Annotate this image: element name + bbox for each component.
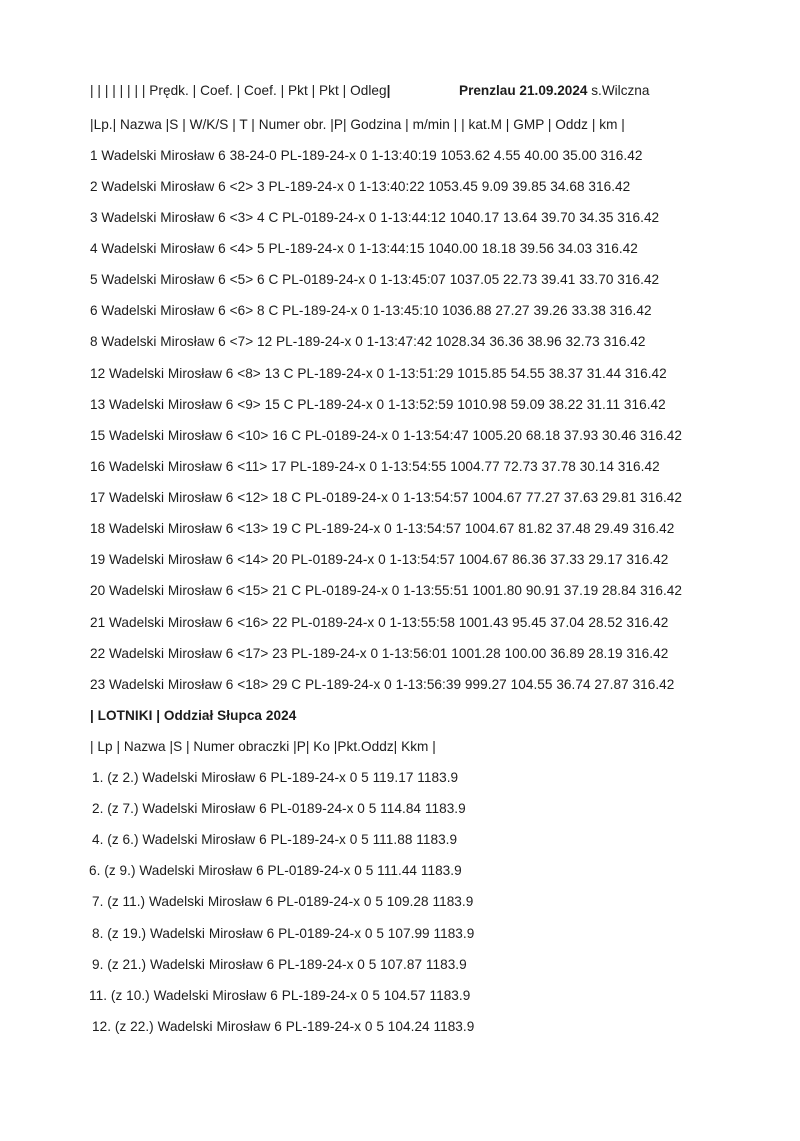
result-row: 6 Wadelski Mirosław 6 <6> 8 C PL-189-24-x 0 1-13:45:10 1036.88 27.27 39.26 33.38 316.42 xyxy=(90,303,652,318)
lotniki-row: 9. (z 21.) Wadelski Mirosław 6 PL-189-24-x 0 5 107.87 1183.9 xyxy=(92,957,467,972)
result-row: 15 Wadelski Mirosław 6 <10> 16 C PL-0189-24-x 0 1-13:54:47 1005.20 68.18 37.93 30.46 316.42 xyxy=(90,428,683,443)
result-row: 19 Wadelski Mirosław 6 <14> 20 PL-0189-24-x 0 1-13:54:57 1004.67 86.36 37.33 29.17 316.42 xyxy=(90,552,669,567)
lotniki-row: 1. (z 2.) Wadelski Mirosław 6 PL-189-24-x 0 5 119.17 1183.9 xyxy=(92,770,459,785)
race-title: Prenzlau 21.09.2024 xyxy=(459,83,588,98)
header-columns-line1 xyxy=(90,83,390,99)
result-row: 16 Wadelski Mirosław 6 <11> 17 PL-189-24-x 0 1-13:54:55 1004.77 72.73 37.78 30.14 316.42 xyxy=(90,459,660,474)
lotniki-row: 11. (z 10.) Wadelski Mirosław 6 PL-189-24-x 0 5 104.57 1183.9 xyxy=(89,988,471,1003)
result-row: 22 Wadelski Mirosław 6 <17> 23 PL-189-24-x 0 1-13:56:01 1001.28 100.00 36.89 28.19 316.42 xyxy=(90,646,669,661)
lotniki-title: | LOTNIKI | Oddział Słupca 2024 xyxy=(90,708,297,723)
result-row: 20 Wadelski Mirosław 6 <15> 21 C PL-0189-24-x 0 1-13:55:51 1001.80 90.91 37.19 28.84 316.42 xyxy=(90,583,683,598)
race-location: s.Wilczna xyxy=(587,83,650,98)
lotniki-row: 2. (z 7.) Wadelski Mirosław 6 PL-0189-24-x 0 5 114.84 1183.9 xyxy=(92,801,466,816)
result-row: 18 Wadelski Mirosław 6 <13> 19 C PL-189-24-x 0 1-13:54:57 1004.67 81.82 37.48 29.49 316.42 xyxy=(90,521,675,536)
lotniki-row: 7. (z 11.) Wadelski Mirosław 6 PL-0189-24-x 0 5 109.28 1183.9 xyxy=(92,894,474,909)
result-row: 5 Wadelski Mirosław 6 <5> 6 C PL-0189-24-x 0 1-13:45:07 1037.05 22.73 39.41 33.70 316.42 xyxy=(90,272,660,287)
lotniki-row: 8. (z 19.) Wadelski Mirosław 6 PL-0189-24-x 0 5 107.99 1183.9 xyxy=(92,926,475,941)
header-columns-line2: |Lp.| Nazwa |S | W/K/S | T | Numer obr. |P| Godzina | m/min | | kat.M | GMP | Oddz | km | xyxy=(90,117,625,132)
result-row: 4 Wadelski Mirosław 6 <4> 5 PL-189-24-x 0 1-13:44:15 1040.00 18.18 39.56 34.03 316.42 xyxy=(90,241,638,256)
result-row: 13 Wadelski Mirosław 6 <9> 15 C PL-189-24-x 0 1-13:52:59 1010.98 59.09 38.22 31.11 316.42 xyxy=(90,397,666,412)
lotniki-columns: | Lp | Nazwa |S | Numer obraczki |P| Ko |Pkt.Oddz| Kkm | xyxy=(90,739,436,754)
result-row: 21 Wadelski Mirosław 6 <16> 22 PL-0189-24-x 0 1-13:55:58 1001.43 95.45 37.04 28.52 316.42 xyxy=(90,615,669,630)
result-row: 8 Wadelski Mirosław 6 <7> 12 PL-189-24-x 0 1-13:47:42 1028.34 36.36 38.96 32.73 316.42 xyxy=(90,334,646,349)
result-row: 3 Wadelski Mirosław 6 <3> 4 C PL-0189-24-x 0 1-13:44:12 1040.17 13.64 39.70 34.35 316.42 xyxy=(90,210,660,225)
result-row: 17 Wadelski Mirosław 6 <12> 18 C PL-0189-24-x 0 1-13:54:57 1004.67 77.27 37.63 29.81 316.42 xyxy=(90,490,683,505)
result-row: 23 Wadelski Mirosław 6 <18> 29 C PL-189-24-x 0 1-13:56:39 999.27 104.55 36.74 27.87 316.42 xyxy=(90,677,675,692)
result-row: 12 Wadelski Mirosław 6 <8> 13 C PL-189-24-x 0 1-13:51:29 1015.85 54.55 38.37 31.44 316.42 xyxy=(90,366,667,381)
lotniki-row: 4. (z 6.) Wadelski Mirosław 6 PL-189-24-x 0 5 111.88 1183.9 xyxy=(92,832,458,847)
result-row: 1 Wadelski Mirosław 6 38-24-0 PL-189-24-x 0 1-13:40:19 1053.62 4.55 40.00 35.00 316.42 xyxy=(90,148,643,163)
race-header xyxy=(459,83,649,99)
header-columns-text: | | | | | | | | Prędk. | Coef. | Coef. | Pkt | Pkt | Odleg xyxy=(90,83,387,98)
header-columns-end: | xyxy=(386,83,391,98)
result-row: 2 Wadelski Mirosław 6 <2> 3 PL-189-24-x 0 1-13:40:22 1053.45 9.09 39.85 34.68 316.42 xyxy=(90,179,631,194)
lotniki-row: 6. (z 9.) Wadelski Mirosław 6 PL-0189-24-x 0 5 111.44 1183.9 xyxy=(89,863,462,878)
lotniki-row: 12. (z 22.) Wadelski Mirosław 6 PL-189-24-x 0 5 104.24 1183.9 xyxy=(92,1019,475,1034)
